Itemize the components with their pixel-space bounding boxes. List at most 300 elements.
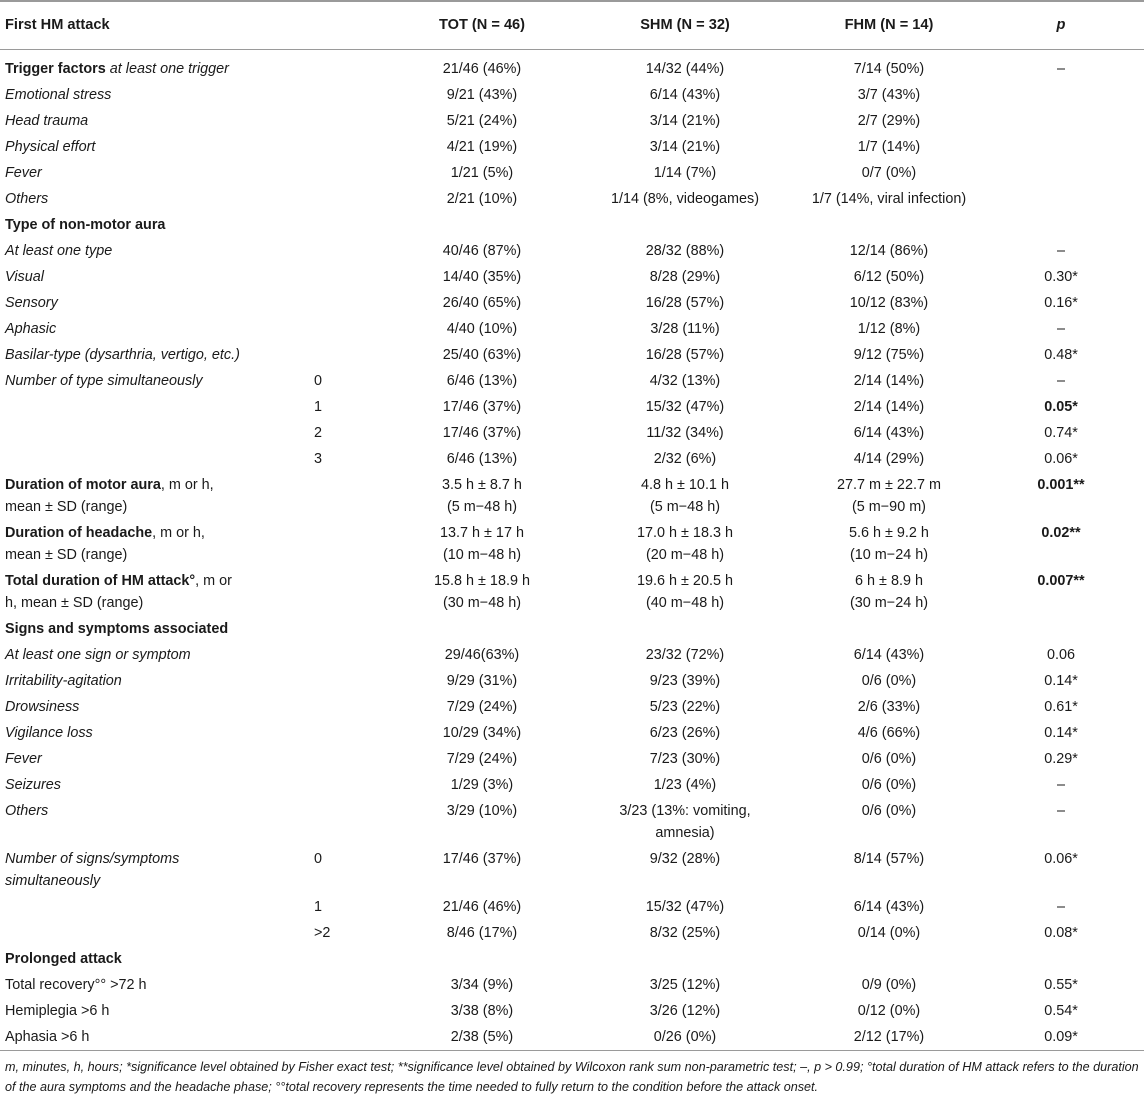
cell-p-value: 0.05*	[1044, 398, 1078, 415]
row-label-main: Type of non-motor aura	[5, 216, 166, 233]
cell-fhm	[800, 668, 978, 694]
cell-p-value: –	[1056, 802, 1065, 819]
cell-fhm-value: 6 h ± 8.9 h	[855, 572, 923, 589]
cell-fhm	[800, 616, 978, 642]
cell-shm	[570, 616, 800, 642]
cell-fhm-value: 4/14 (29%)	[853, 450, 925, 467]
cell-shm	[570, 134, 800, 160]
table-row	[0, 446, 1144, 472]
cell-shm-value: 15/32 (47%)	[645, 398, 725, 415]
cell-tot-value: 1/21 (5%)	[450, 164, 514, 181]
cell-tot	[394, 212, 570, 238]
cell-shm	[570, 946, 800, 972]
cell-fhm	[800, 82, 978, 108]
table-row	[0, 720, 1144, 746]
row-label-main: Emotional stress	[5, 86, 112, 103]
cell-fhm	[800, 394, 978, 420]
table-row	[0, 186, 1144, 212]
cell-shm-value: 28/32 (88%)	[645, 242, 725, 259]
table-row	[0, 694, 1144, 720]
row-label-main: At least one sign or symptom	[5, 646, 191, 663]
header-sub	[302, 1, 394, 49]
cell-fhm	[800, 446, 978, 472]
row-label-line2: simultaneously	[5, 872, 101, 889]
row-label	[0, 186, 302, 212]
table-row	[0, 920, 1144, 946]
table-row	[0, 998, 1144, 1024]
cell-shm	[570, 642, 800, 668]
cell-shm-value: 9/32 (28%)	[649, 850, 721, 867]
row-label-main: Aphasic	[5, 320, 57, 337]
cell-shm	[570, 82, 800, 108]
cell-tot-value: 4/40 (10%)	[446, 320, 518, 337]
cell-p-value	[978, 946, 1144, 972]
row-label-main: Number of type simultaneously	[5, 372, 203, 389]
cell-tot-value: 17/46 (37%)	[442, 424, 522, 441]
cell-tot	[394, 972, 570, 998]
row-label	[0, 668, 302, 694]
row-label	[0, 746, 302, 772]
row-sub-level	[302, 49, 394, 82]
cell-shm-value: 11/32 (34%)	[646, 424, 724, 441]
row-label-main: Vigilance loss	[5, 724, 93, 741]
cell-fhm	[800, 998, 978, 1024]
cell-fhm-value: 1/12 (8%)	[857, 320, 921, 337]
cell-shm-value: 16/28 (57%)	[645, 294, 725, 311]
cell-fhm	[800, 420, 978, 446]
cell-shm	[570, 186, 800, 212]
cell-fhm-value: 0/6 (0%)	[861, 776, 917, 793]
row-label-suffix: , m or	[195, 572, 232, 589]
cell-tot	[394, 998, 570, 1024]
cell-shm-value: 15/32 (47%)	[645, 898, 725, 915]
table-row	[0, 108, 1144, 134]
cell-tot-value: 7/29 (24%)	[446, 698, 518, 715]
cell-p-value: –	[1056, 242, 1065, 259]
cell-shm-value: 1/14 (8%, videogames)	[611, 190, 759, 207]
cell-tot	[394, 568, 570, 616]
cell-fhm-value: 2/6 (33%)	[857, 698, 921, 715]
table-row	[0, 798, 1144, 846]
row-label-main: Signs and symptoms associated	[5, 620, 229, 637]
row-label	[0, 108, 302, 134]
row-label	[0, 316, 302, 342]
cell-tot	[394, 846, 570, 894]
row-sub-level	[302, 694, 394, 720]
row-label	[0, 134, 302, 160]
cell-shm	[570, 894, 800, 920]
row-label	[0, 568, 302, 616]
cell-tot-value: 14/40 (35%)	[442, 268, 522, 285]
row-sub-level	[302, 108, 394, 134]
cell-fhm	[800, 720, 978, 746]
row-label-main: Duration of motor aura	[5, 476, 161, 493]
table-row	[0, 616, 1144, 642]
cell-shm	[570, 798, 800, 846]
cell-p-value: 0.61*	[1044, 698, 1078, 715]
cell-fhm-value: 5.6 h ± 9.2 h	[849, 524, 929, 541]
row-label	[0, 446, 302, 472]
row-label	[0, 160, 302, 186]
cell-tot	[394, 472, 570, 520]
cell-shm	[570, 772, 800, 798]
cell-fhm-value: 12/14 (86%)	[849, 242, 929, 259]
table-row	[0, 160, 1144, 186]
cell-p-value: 0.02**	[1041, 524, 1081, 541]
cell-shm	[570, 160, 800, 186]
table-row	[0, 568, 1144, 616]
row-sub-level	[302, 668, 394, 694]
cell-p-value	[978, 186, 1144, 212]
table-row	[0, 668, 1144, 694]
table-row	[0, 82, 1144, 108]
cell-shm-value: 0/26 (0%)	[653, 1028, 717, 1045]
row-label-main: Trigger factors	[5, 60, 106, 77]
cell-shm	[570, 472, 800, 520]
row-sub-level	[302, 238, 394, 264]
table-row	[0, 946, 1144, 972]
cell-fhm	[800, 186, 978, 212]
cell-fhm-value: 2/14 (14%)	[853, 372, 925, 389]
cell-tot	[394, 264, 570, 290]
cell-p-value: 0.06	[1046, 646, 1075, 663]
cell-fhm	[800, 472, 978, 520]
row-label	[0, 846, 302, 894]
cell-tot	[394, 668, 570, 694]
table-row	[0, 642, 1144, 668]
table-row	[0, 772, 1144, 798]
cell-p-value	[978, 108, 1144, 134]
row-sub-level: 3	[314, 450, 323, 467]
row-label-main: Head trauma	[5, 112, 89, 129]
cell-fhm-value: 10/12 (83%)	[849, 294, 929, 311]
table-row	[0, 972, 1144, 998]
cell-tot	[394, 394, 570, 420]
cell-shm	[570, 920, 800, 946]
cell-fhm	[800, 972, 978, 998]
row-label	[0, 342, 302, 368]
cell-p-value: 0.48*	[1044, 346, 1078, 363]
cell-fhm	[800, 746, 978, 772]
cell-p-value: 0.16*	[1044, 294, 1078, 311]
cell-tot-value: 3.5 h ± 8.7 h	[442, 476, 522, 493]
cell-shm-value: 16/28 (57%)	[645, 346, 725, 363]
cell-fhm-value: 8/14 (57%)	[853, 850, 925, 867]
header-fhm: FHM (N = 14)	[800, 1, 978, 49]
cell-tot	[394, 82, 570, 108]
cell-p-value: 0.06*	[1044, 450, 1078, 467]
cell-tot-value: 2/21 (10%)	[446, 190, 518, 207]
cell-fhm-value: 27.7 m ± 22.7 m	[837, 476, 941, 493]
row-sub-level	[302, 798, 394, 846]
row-label-main: Visual	[5, 268, 44, 285]
row-label	[0, 720, 302, 746]
row-label-main: Prolonged attack	[5, 950, 122, 967]
row-label-main: Drowsiness	[5, 698, 80, 715]
cell-tot	[394, 720, 570, 746]
row-label-main: Others	[5, 190, 49, 207]
cell-tot-value: 8/46 (17%)	[446, 924, 518, 941]
cell-shm-value: 6/23 (26%)	[649, 724, 721, 741]
cell-fhm	[800, 290, 978, 316]
cell-fhm-value: 2/7 (29%)	[857, 112, 921, 129]
cell-tot	[394, 798, 570, 846]
table-footnote: m, minutes, h, hours; *significance level obtained by Fisher exact test; **significance level obtained by Wilcoxon rank sum non-parametric test; –, p > 0.99; °total duration of HM attack refers to the duration of the aura symptoms and the headache phase; °°total recovery represents the time needed to fully return to the condition before the attack onset.	[5, 1059, 1139, 1094]
row-label-suffix: , m or h,	[160, 476, 214, 493]
cell-tot	[394, 160, 570, 186]
cell-fhm	[800, 134, 978, 160]
cell-fhm	[800, 316, 978, 342]
cell-shm-value: 8/32 (25%)	[649, 924, 721, 941]
header-shm: SHM (N = 32)	[570, 1, 800, 49]
cell-shm-value: 5/23 (22%)	[649, 698, 721, 715]
cell-tot-value: 17/46 (37%)	[442, 398, 522, 415]
cell-shm	[570, 446, 800, 472]
cell-fhm-value: 6/14 (43%)	[853, 424, 925, 441]
cell-shm-value: 3/14 (21%)	[649, 112, 721, 129]
cell-tot	[394, 316, 570, 342]
row-label	[0, 394, 302, 420]
row-label	[0, 798, 302, 846]
cell-shm-value-line2: (20 m−48 h)	[646, 546, 724, 563]
cell-p-value: 0.08*	[1044, 924, 1078, 941]
cell-fhm-value: 0/6 (0%)	[861, 672, 917, 689]
cell-p-value: 0.14*	[1044, 672, 1078, 689]
row-label	[0, 368, 302, 394]
row-label	[0, 998, 302, 1024]
cell-shm	[570, 520, 800, 568]
cell-fhm	[800, 846, 978, 894]
row-sub-level	[302, 264, 394, 290]
row-label	[0, 920, 302, 946]
cell-shm-value: 9/23 (39%)	[649, 672, 721, 689]
cell-fhm	[800, 642, 978, 668]
row-label-main: Hemiplegia >6 h	[5, 1002, 110, 1019]
row-sub-level: 1	[314, 398, 323, 415]
cell-fhm	[800, 49, 978, 82]
cell-shm-value: 3/26 (12%)	[649, 1002, 721, 1019]
cell-fhm-value: 0/7 (0%)	[861, 164, 917, 181]
row-label-main: Physical effort	[5, 138, 96, 155]
cell-p-value: –	[1056, 60, 1065, 77]
row-label-main: Total duration of HM attack°	[5, 572, 196, 589]
row-sub-level	[302, 720, 394, 746]
cell-shm-value-line2: amnesia)	[655, 824, 715, 841]
cell-fhm-value: 6/14 (43%)	[853, 898, 925, 915]
row-label	[0, 82, 302, 108]
row-label	[0, 616, 302, 642]
cell-fhm-value: 6/14 (43%)	[853, 646, 925, 663]
cell-tot-value: 9/21 (43%)	[446, 86, 518, 103]
cell-p-value	[978, 160, 1144, 186]
cell-tot	[394, 186, 570, 212]
row-label	[0, 772, 302, 798]
row-label-main: Sensory	[5, 294, 58, 311]
cell-shm-value: 3/14 (21%)	[649, 138, 721, 155]
table-row	[0, 368, 1144, 394]
row-sub-level: >2	[314, 924, 331, 941]
cell-shm	[570, 568, 800, 616]
cell-tot	[394, 108, 570, 134]
cell-shm-value: 23/32 (72%)	[645, 646, 725, 663]
cell-fhm-value: 3/7 (43%)	[857, 86, 921, 103]
cell-p-value: 0.54*	[1044, 1002, 1078, 1019]
cell-tot	[394, 946, 570, 972]
cell-fhm-value: 0/9 (0%)	[861, 976, 917, 993]
cell-shm	[570, 1024, 800, 1051]
row-label	[0, 1024, 302, 1051]
table-row	[0, 472, 1144, 520]
cell-shm	[570, 316, 800, 342]
row-label-line2: h, mean ± SD (range)	[5, 594, 144, 611]
cell-tot-value: 1/29 (3%)	[450, 776, 514, 793]
cell-fhm-value-line2: (30 m−24 h)	[850, 594, 928, 611]
cell-shm	[570, 720, 800, 746]
row-label	[0, 264, 302, 290]
cell-tot-value: 4/21 (19%)	[446, 138, 518, 155]
table-row	[0, 394, 1144, 420]
cell-shm-value: 19.6 h ± 20.5 h	[637, 572, 733, 589]
header-row	[0, 1, 1144, 49]
cell-tot	[394, 694, 570, 720]
cell-tot	[394, 134, 570, 160]
cell-tot	[394, 342, 570, 368]
cell-tot-value: 29/46(63%)	[444, 646, 520, 663]
cell-p-value: 0.29*	[1044, 750, 1078, 767]
cell-fhm-value: 9/12 (75%)	[853, 346, 925, 363]
cell-p-value: 0.74*	[1044, 424, 1078, 441]
cell-fhm-value: 1/7 (14%)	[857, 138, 921, 155]
cell-fhm-value: 2/12 (17%)	[853, 1028, 925, 1045]
cell-fhm	[800, 342, 978, 368]
cell-p-value	[978, 616, 1144, 642]
cell-tot-value: 13.7 h ± 17 h	[440, 524, 524, 541]
cell-p-value: 0.001**	[1037, 476, 1085, 493]
cell-tot-value: 6/46 (13%)	[446, 450, 518, 467]
cell-shm-value: 14/32 (44%)	[645, 60, 725, 77]
cell-shm-value: 3/25 (12%)	[649, 976, 721, 993]
table-row	[0, 894, 1144, 920]
cell-p-value	[978, 212, 1144, 238]
row-sub-level	[302, 520, 394, 568]
cell-tot-value-line2: (30 m−48 h)	[443, 594, 521, 611]
cell-p-value: 0.06*	[1044, 850, 1078, 867]
cell-shm	[570, 668, 800, 694]
row-sub-level: 1	[314, 898, 323, 915]
cell-fhm-value-line2: (5 m−90 m)	[852, 498, 926, 515]
cell-tot-value: 21/46 (46%)	[442, 60, 522, 77]
row-label	[0, 290, 302, 316]
row-label-main: Aphasia >6 h	[5, 1028, 90, 1045]
cell-tot	[394, 920, 570, 946]
cell-tot	[394, 746, 570, 772]
cell-fhm	[800, 798, 978, 846]
cell-tot-value: 21/46 (46%)	[442, 898, 522, 915]
row-label-main: Irritability-agitation	[5, 672, 122, 689]
cell-shm-value: 3/28 (11%)	[650, 320, 720, 337]
cell-p-value: –	[1056, 776, 1065, 793]
cell-tot-value: 15.8 h ± 18.9 h	[434, 572, 530, 589]
row-label	[0, 946, 302, 972]
row-sub-level	[302, 160, 394, 186]
cell-tot	[394, 446, 570, 472]
cell-tot	[394, 642, 570, 668]
cell-shm	[570, 972, 800, 998]
cell-p-value	[978, 82, 1144, 108]
cell-shm	[570, 290, 800, 316]
row-sub-level	[302, 616, 394, 642]
cell-tot	[394, 420, 570, 446]
cell-fhm	[800, 108, 978, 134]
row-sub-level	[302, 772, 394, 798]
cell-fhm	[800, 920, 978, 946]
cell-fhm-value: 4/6 (66%)	[857, 724, 921, 741]
row-label	[0, 894, 302, 920]
table-row	[0, 846, 1144, 894]
cell-tot	[394, 49, 570, 82]
cell-shm	[570, 264, 800, 290]
table-row	[0, 212, 1144, 238]
cell-p-value: –	[1056, 320, 1065, 337]
cell-shm	[570, 998, 800, 1024]
cell-p-value: –	[1056, 372, 1065, 389]
cell-fhm-value: 6/12 (50%)	[853, 268, 925, 285]
table-row	[0, 134, 1144, 160]
row-label	[0, 238, 302, 264]
row-label-suffix: , m or h,	[152, 524, 205, 541]
row-label-line2: mean ± SD (range)	[5, 546, 128, 563]
cell-fhm	[800, 160, 978, 186]
header-first-hm-attack: First HM attack	[0, 1, 302, 49]
row-sub-level: 0	[314, 850, 323, 867]
cell-fhm-value-line2: (10 m−24 h)	[850, 546, 928, 563]
row-label-line2: mean ± SD (range)	[5, 498, 128, 515]
row-label	[0, 212, 302, 238]
cell-shm-value: 2/32 (6%)	[653, 450, 717, 467]
cell-shm	[570, 212, 800, 238]
row-sub-level	[302, 746, 394, 772]
cell-shm-value: 1/23 (4%)	[653, 776, 717, 793]
row-label-main: Fever	[5, 164, 42, 181]
cell-tot-value: 9/29 (31%)	[446, 672, 518, 689]
cell-fhm	[800, 264, 978, 290]
cell-tot-value: 10/29 (34%)	[442, 724, 522, 741]
table-row	[0, 1024, 1144, 1051]
cell-p-value	[978, 134, 1144, 160]
cell-shm-value: 17.0 h ± 18.3 h	[637, 524, 733, 541]
cell-tot	[394, 772, 570, 798]
row-sub-level	[302, 342, 394, 368]
cell-shm-value: 1/14 (7%)	[653, 164, 717, 181]
row-label	[0, 642, 302, 668]
cell-tot	[394, 616, 570, 642]
row-label-main: Duration of headache	[5, 524, 153, 541]
cell-fhm	[800, 772, 978, 798]
cell-fhm-value: 0/6 (0%)	[861, 750, 917, 767]
cell-fhm	[800, 368, 978, 394]
cell-shm	[570, 49, 800, 82]
row-label	[0, 420, 302, 446]
row-sub-level: 2	[314, 424, 323, 441]
table-row	[0, 746, 1144, 772]
cell-shm-value-line2: (40 m−48 h)	[646, 594, 724, 611]
cell-tot	[394, 290, 570, 316]
cell-shm-value: 7/23 (30%)	[649, 750, 721, 767]
row-sub-level	[302, 316, 394, 342]
cell-tot-value: 3/29 (10%)	[446, 802, 518, 819]
table-row	[0, 290, 1144, 316]
cell-p-value: –	[1056, 898, 1065, 915]
